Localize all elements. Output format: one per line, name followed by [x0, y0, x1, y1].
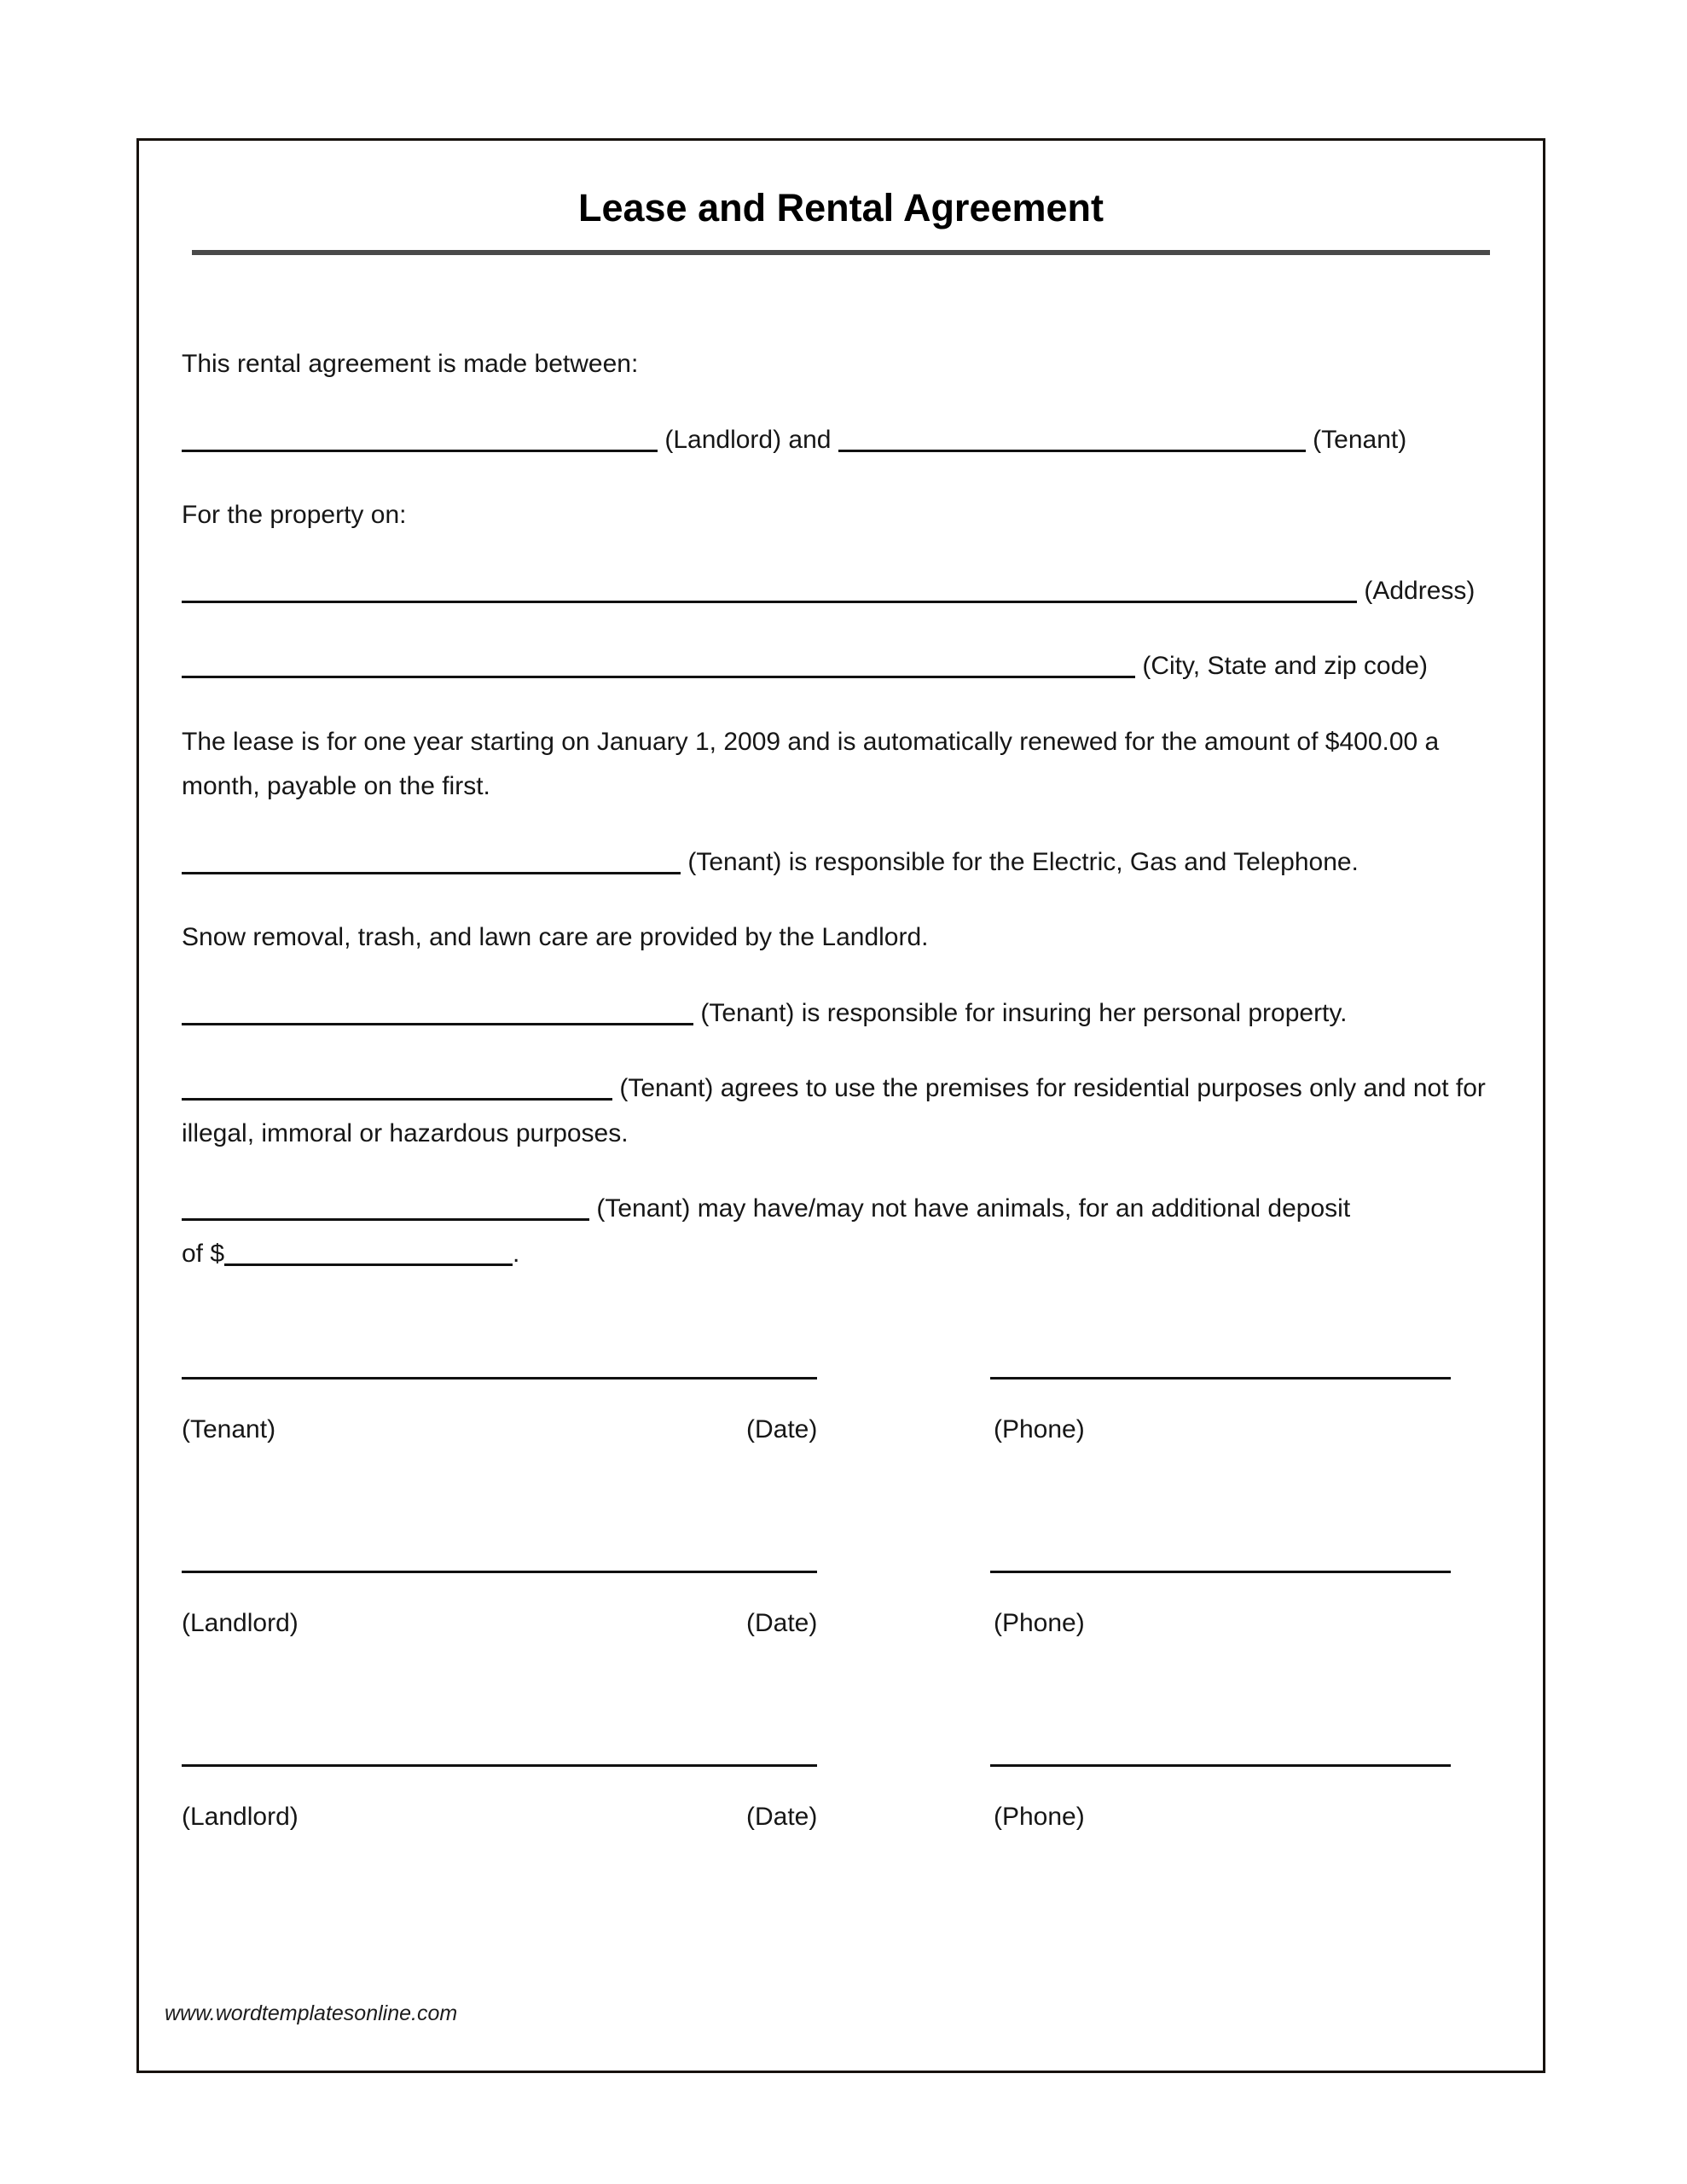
signature-role-label: (Tenant) [182, 1415, 276, 1443]
signature-lines [182, 1377, 1500, 1380]
insurance-text: (Tenant) is responsible for insuring her personal property. [700, 998, 1348, 1027]
paragraph-premises-use [182, 1066, 1500, 1156]
document-content [139, 141, 1543, 1840]
landlord-signature-line [182, 1764, 817, 1767]
signature-row-tenant [182, 1377, 1500, 1453]
landlord-phone-line [990, 1764, 1451, 1767]
paragraph-city [182, 644, 1500, 689]
insurance-tenant-blank [182, 997, 693, 1025]
premises-text: (Tenant) agrees to use the premises for residential purposes only and not for illegal, immoral or hazardous purposes. [182, 1074, 1486, 1147]
signature-labels [182, 1415, 1500, 1453]
utilities-tenant-blank [182, 846, 681, 874]
landlord-name-blank [182, 424, 658, 452]
paragraph-intro [182, 342, 1500, 387]
tenant-name-blank [838, 424, 1306, 452]
signature-date-label: (Date) [746, 1609, 818, 1637]
address-blank [182, 575, 1357, 603]
premises-tenant-blank [182, 1072, 612, 1101]
paragraph-parties [182, 418, 1500, 463]
animals-deposit-blank [224, 1238, 513, 1266]
paragraph-utilities [182, 840, 1500, 886]
tenant-label: (Tenant) [1313, 425, 1407, 454]
landlord-phone-line [990, 1571, 1451, 1573]
animals-deposit-prefix: of $ [182, 1239, 225, 1268]
property-intro-text: For the property on: [182, 501, 407, 529]
footer-website-url: www.wordtemplatesonline.com [165, 2001, 458, 2025]
landlord-label: (Landlord) and [664, 425, 832, 454]
signature-section [182, 1377, 1500, 1840]
services-text: Snow removal, trash, and lawn care are provided by the Landlord. [182, 923, 929, 951]
signature-role-label: (Landlord) [182, 1803, 299, 1831]
city-label: (City, State and zip code) [1142, 652, 1428, 680]
signature-lines [182, 1571, 1500, 1573]
paragraph-address [182, 569, 1500, 614]
signature-role-label: (Landlord) [182, 1609, 299, 1637]
lease-terms-text: The lease is for one year starting on January 1, 2009 and is automatically renewed for the amount of $400.00 a month, payable on the first. [182, 727, 1440, 800]
intro-text: This rental agreement is made between: [182, 350, 639, 378]
city-state-zip-blank [182, 650, 1135, 678]
signature-phone-label: (Phone) [994, 1803, 1085, 1831]
paragraph-animals [182, 1187, 1500, 1276]
signature-date-label: (Date) [746, 1803, 818, 1831]
landlord-signature-line [182, 1571, 817, 1573]
utilities-text: (Tenant) is responsible for the Electric, Gas and Telephone. [687, 847, 1359, 876]
signature-phone-label: (Phone) [994, 1609, 1085, 1637]
paragraph-landlord-services [182, 915, 1500, 961]
paragraph-property-intro [182, 493, 1500, 538]
signature-row-landlord-1 [182, 1571, 1500, 1647]
document-title: Lease and Rental Agreement [577, 186, 1104, 229]
signature-phone-label: (Phone) [994, 1415, 1085, 1443]
tenant-phone-line [990, 1377, 1451, 1380]
signature-labels [182, 1803, 1500, 1840]
animals-tenant-blank [182, 1193, 589, 1221]
tenant-signature-line [182, 1377, 817, 1380]
animals-deposit-suffix: . [513, 1239, 520, 1268]
document-sheet-border [136, 138, 1545, 2073]
signature-row-landlord-2 [182, 1764, 1500, 1840]
paragraph-lease-terms [182, 720, 1500, 810]
animals-text: (Tenant) may have/may not have animals, for an additional deposit [596, 1194, 1351, 1223]
address-label: (Address) [1364, 576, 1475, 605]
paragraph-insurance [182, 991, 1500, 1037]
signature-date-label: (Date) [746, 1415, 818, 1443]
signature-lines [182, 1764, 1500, 1767]
signature-labels [182, 1609, 1500, 1647]
title-divider-rule [192, 250, 1490, 255]
